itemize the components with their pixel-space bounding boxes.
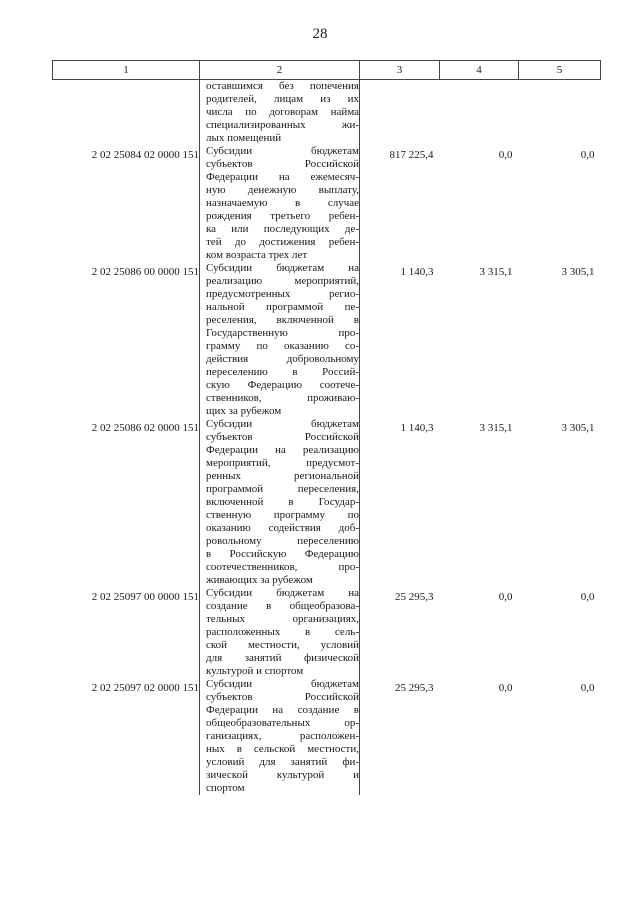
- description-line: нальной программой пе-: [206, 301, 359, 313]
- table-row: [53, 418, 601, 587]
- continuation-code-cell: [53, 80, 200, 146]
- description-line: действия добровольному: [206, 353, 359, 365]
- description-line: Федерации на ежемесяч-: [206, 171, 359, 183]
- description-line: ка или последующих де-: [206, 223, 359, 235]
- value-col-4: 0,0: [498, 149, 513, 161]
- value-col-5: 0,0: [580, 591, 595, 603]
- column-header-2: 2: [200, 61, 360, 80]
- column-header-4: 4: [440, 61, 519, 80]
- description-line: Субсидии бюджетам на: [206, 587, 359, 599]
- description-line: ных в сельской местности,: [206, 743, 359, 755]
- description-line: в Российскую Федерацию: [206, 548, 359, 560]
- description-line: скую Федерацию соотече-: [206, 379, 359, 391]
- description-line: ком возраста трех лет: [206, 249, 308, 261]
- description-line: оставшимся без попечения: [206, 80, 359, 92]
- description-line: соотечественников, про-: [206, 561, 359, 573]
- value-col-3: 1 140,3: [400, 266, 434, 278]
- table-row: [53, 145, 601, 262]
- description-line: грамму по оказанию со-: [206, 340, 359, 352]
- description-line: Субсидии бюджетам: [206, 678, 359, 690]
- budget-code: 2 02 25086 02 0000 151: [91, 422, 199, 434]
- description-line: переселению в Россий-: [206, 366, 359, 378]
- value-col-5: 0,0: [580, 682, 595, 694]
- description-line: расположенных в сель-: [206, 626, 359, 638]
- value-col-4: 0,0: [498, 682, 513, 694]
- table-row: [53, 262, 601, 418]
- value-col-4: 3 315,1: [479, 266, 513, 278]
- description-line: ственную программу по: [206, 509, 359, 521]
- description-line: Федерации на создание в: [206, 704, 359, 716]
- description-line: культурой и спортом: [206, 665, 304, 677]
- budget-code: 2 02 25097 02 0000 151: [91, 682, 199, 694]
- description-line: рождения третьего ребен-: [206, 210, 359, 222]
- value-col-3: 25 295,3: [395, 682, 434, 694]
- description-line: субъектов Российской: [206, 691, 359, 703]
- budget-code: 2 02 25086 00 0000 151: [91, 266, 199, 278]
- description-line: ную денежную выплату,: [206, 184, 359, 196]
- value-col-4: 3 315,1: [479, 422, 513, 434]
- description-line: спортом: [206, 782, 245, 794]
- description-line: создание в общеобразова-: [206, 600, 359, 612]
- description-line: тельных организациях,: [206, 613, 359, 625]
- column-header-1: 1: [53, 61, 200, 80]
- description-line: ганизациях, расположен-: [206, 730, 359, 742]
- budget-code: 2 02 25084 02 0000 151: [91, 149, 199, 161]
- row-description: [200, 145, 360, 262]
- description-line: программой переселения,: [206, 483, 359, 495]
- value-col-3: 817 225,4: [389, 149, 434, 161]
- table-row: [53, 587, 601, 678]
- description-line: реселения, включенной в: [206, 314, 359, 326]
- description-line: назначаемую в случае: [206, 197, 359, 209]
- description-line: родителей, лицам из их: [206, 93, 359, 105]
- description-line: ренных региональной: [206, 470, 359, 482]
- description-line: общеобразовательных ор-: [206, 717, 359, 729]
- value-col-5: 0,0: [580, 149, 595, 161]
- description-line: Субсидии бюджетам: [206, 145, 359, 157]
- value-col-4: 0,0: [498, 591, 513, 603]
- row-description: [200, 587, 360, 678]
- table-row: [53, 678, 601, 795]
- description-line: Федерации на реализацию: [206, 444, 359, 456]
- description-line: субъектов Российской: [206, 158, 359, 170]
- description-line: ской местности, условий: [206, 639, 359, 651]
- continuation-description: [200, 80, 360, 146]
- description-line: оказанию содействия доб-: [206, 522, 359, 534]
- description-line: субъектов Российской: [206, 431, 359, 443]
- description-line: зической культурой и: [206, 769, 359, 781]
- description-line: живающих за рубежом: [206, 574, 313, 586]
- description-line: специализированных жи-: [206, 119, 359, 131]
- description-line: включенной в Государ-: [206, 496, 359, 508]
- description-line: условий для занятий фи-: [206, 756, 359, 768]
- row-description: [200, 678, 360, 795]
- column-number-header: [53, 61, 601, 80]
- description-line: лых помещений: [206, 132, 282, 144]
- description-line: ственников, проживаю-: [206, 392, 359, 404]
- continuation-row: [53, 80, 601, 146]
- column-header-5: 5: [519, 61, 601, 80]
- description-line: Субсидии бюджетам: [206, 418, 359, 430]
- description-line: щих за рубежом: [206, 405, 282, 417]
- description-line: реализацию мероприятий,: [206, 275, 359, 287]
- value-col-3: 1 140,3: [400, 422, 434, 434]
- description-line: предусмотренных регио-: [206, 288, 359, 300]
- description-line: для занятий физической: [206, 652, 359, 664]
- description-line: мероприятий, предусмот-: [206, 457, 359, 469]
- value-col-5: 3 305,1: [561, 422, 595, 434]
- budget-code: 2 02 25097 00 0000 151: [91, 591, 199, 603]
- column-header-3: 3: [360, 61, 440, 80]
- value-col-3: 25 295,3: [395, 591, 434, 603]
- description-line: ровольному переселению: [206, 535, 359, 547]
- budget-table: [52, 60, 601, 795]
- description-line: Субсидии бюджетам на: [206, 262, 359, 274]
- description-line: тей до достижения ребен-: [206, 236, 359, 248]
- row-description: [200, 418, 360, 587]
- description-line: числа по договорам найма: [206, 106, 359, 118]
- value-col-5: 3 305,1: [561, 266, 595, 278]
- row-description: [200, 262, 360, 418]
- description-line: Государственную про-: [206, 327, 359, 339]
- page-number: 28: [312, 26, 328, 42]
